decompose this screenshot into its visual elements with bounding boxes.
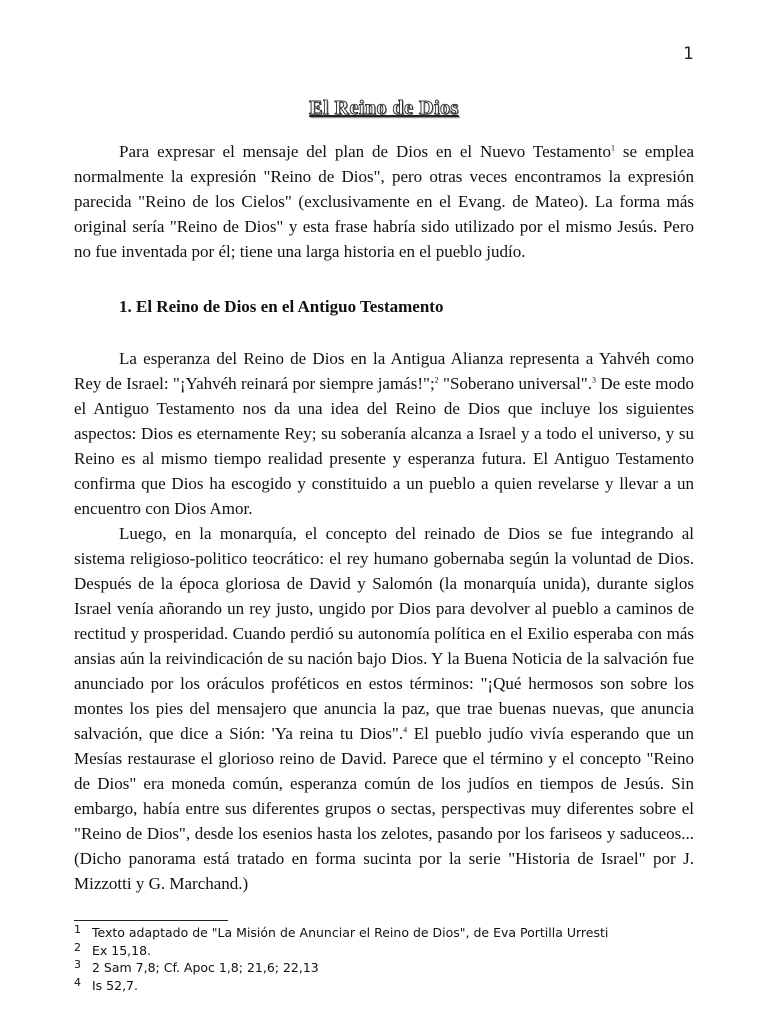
footnote-text: 2 Sam 7,8; Cf. Apoc 1,8; 21,6; 22,13 bbox=[92, 960, 319, 975]
intro-text-b: se emplea normalmente la expresión "Reino de Dios", pero otras veces encontramos la expresión parecida "Reino de los Cielos" (exclusivamente en el Evang. de Mateo). La forma más original sería "Reino de Dios" y esta frase habría sido utilizado por el mismo Jesús. Pero no fue inventada por él; tiene una larga historia en el pueblo judío. bbox=[74, 142, 694, 261]
footnote-ref-2[interactable]: 2 bbox=[434, 375, 439, 385]
p2-text-a: Luego, en la monarquía, el concepto del reinado de Dios se fue integrando al sistema religioso-politico teocrático: el rey humano gobernaba según la voluntad de Dios. Después de la época gloriosa de David y Salomón (la monarquía unida), durante siglos Israel venía añorando un rey justo, ungido por Dios para devolver al pueblo a caminos de rectitud y prosperidad. Cuando perdió su autonomía política en el Exilio esperaba con más ansias aún la reivindicación de su nación bajo Dios. Y la Buena Noticia de la salvación fue anunciado por los oráculos proféticos en estos términos: "¡Qué hermosos son sobre los montes los pies del mensajero que anuncia la paz, que trae buenas nuevas, que anuncia salvación, que dice a Sión: 'Ya reina tu Dios". bbox=[74, 524, 694, 743]
footnote-ref-4[interactable]: 4 bbox=[403, 725, 408, 735]
footnote-text: Ex 15,18. bbox=[92, 942, 152, 958]
section-heading: 1. El Reino de Dios en el Antiguo Testamento bbox=[119, 297, 444, 316]
document-title: El Reino de Dios bbox=[309, 97, 459, 119]
intro-paragraph bbox=[74, 139, 694, 264]
section-body bbox=[74, 346, 694, 896]
footnote-ref-3[interactable]: 3 bbox=[592, 375, 596, 385]
section-paragraph-2 bbox=[74, 521, 694, 896]
p1-text-c: De este modo el Antiguo Testamento nos da una idea del Reino de Dios que incluye los siguientes aspectos: Dios es eternamente Rey; su soberanía alcanza a Israel y a todo el universo, y su Reino es al mismo tiempo realidad presente y esperanza futura. El Antiguo Testamento confirma que Dios ha escogido y constituido a un pueblo a quien revelarse y llevar a un encuentro con Dios Amor. bbox=[74, 374, 694, 518]
footnote-number: 2 bbox=[74, 940, 81, 954]
p1-text-a: La esperanza del Reino de Dios en la Antigua Alianza representa a Yahvéh como Rey de Israel: "¡Yahvéh reinará por siempre jamás!"; bbox=[74, 349, 694, 393]
footnote-number: 1 bbox=[74, 923, 81, 936]
page-number: 1 bbox=[683, 44, 694, 64]
title-container bbox=[0, 97, 768, 120]
intro-text-a: Para expresar el mensaje del plan de Dios en el Nuevo Testamento bbox=[119, 142, 611, 161]
footnote-text: Is 52,7. bbox=[92, 977, 138, 993]
p1-text-b: "Soberano universal". bbox=[438, 374, 592, 393]
footnote-text: Texto adaptado de "La Misión de Anunciar el Reino de Dios", de Eva Portilla Urresti bbox=[92, 925, 609, 940]
footnote-number: 3 bbox=[74, 958, 81, 971]
footnote-number: 4 bbox=[74, 975, 81, 989]
footnote-item bbox=[74, 924, 694, 942]
footnote-ref-1[interactable]: 1 bbox=[611, 143, 615, 153]
footnote-item bbox=[74, 959, 694, 977]
p2-text-b: El pueblo judío vivía esperando que un Mesías restaurase el glorioso reino de David. Parece que el término y el concepto "Reino de Dios" era moneda común, esperanza común de los judíos en tiempos de Jesús. Sin embargo, había entre sus diferentes grupos o sectas, perspectivas muy diferentes sobre el "Reino de Dios", desde los esenios hasta los zelotes, pasando por los fariseos y saduceos... (Dicho panorama está tratado en forma sucinta por la serie "Historia de Israel" por J. Mizzotti y G. Marchand.) bbox=[74, 724, 694, 893]
footnote-item bbox=[74, 977, 694, 995]
section-paragraph-1 bbox=[74, 346, 694, 521]
footnote-item bbox=[74, 942, 694, 960]
footnotes bbox=[74, 924, 694, 994]
footnote-separator bbox=[74, 920, 228, 921]
intro-section bbox=[74, 139, 694, 264]
